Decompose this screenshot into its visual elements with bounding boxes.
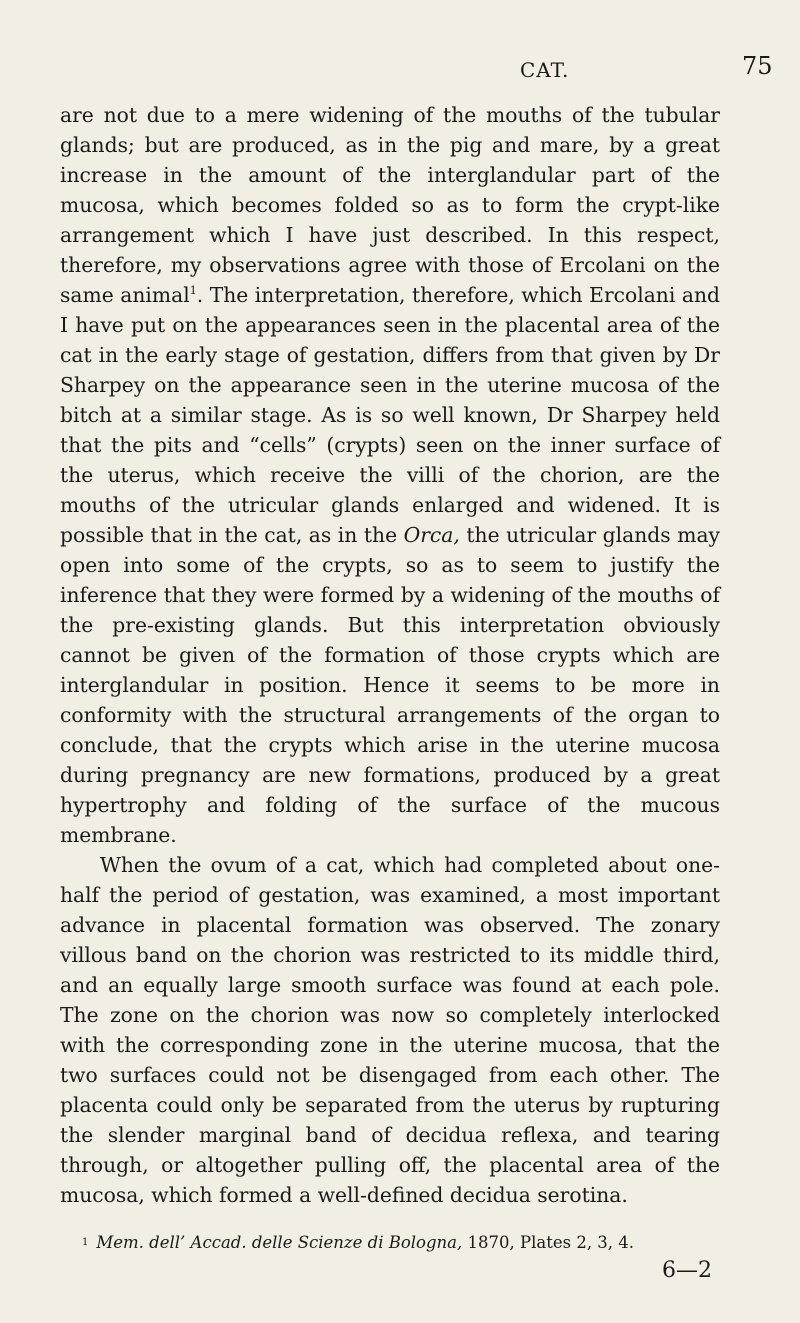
footnote-marker: 1	[82, 1237, 89, 1248]
paragraph-1	[60, 100, 720, 850]
footnote	[82, 1232, 742, 1254]
footnote-reference: 1	[189, 284, 197, 298]
body-text	[60, 100, 720, 1210]
footnote-citation-detail: 1870, Plates 2, 3, 4.	[462, 1233, 635, 1252]
printer-signature: 6—2	[662, 1258, 712, 1283]
italic-term-orca: Orca,	[403, 523, 460, 547]
footnote-citation-title: Mem. dell’ Accad. delle Scienze di Bologna,	[96, 1233, 463, 1252]
paragraph-1-text-start: are not due to a mere widening of the mouths of the tubular glands; but are produced, as in the pig and mare, by a great increase in the amount of the interglandular part of the mucosa, which becomes folded so as to form the crypt-like arrangement which I have just described. In this respect, therefore, my observations agree with those of Ercolani on the same animal	[60, 103, 720, 307]
page-number: 75	[742, 52, 773, 80]
paragraph-1-text-end: the utricular glands may open into some of the crypts, so as to seem to justify the inference that they were formed by a widening of the mouths of the pre-existing glands. But this interpretation obviously cannot be given of the formation of those crypts which are interglandular in position. Hence it seems to be more in conformity with the structural arrangements of the organ to conclude, that the crypts which arise in the uterine mucosa during pregnancy are new formations, produced by a great hypertrophy and folding of the surface of the mucous membrane.	[60, 523, 720, 847]
running-head: CAT.	[520, 58, 570, 82]
paragraph-1-text-middle: . The interpretation, therefore, which Ercolani and I have put on the appearances seen in the placental area of the cat in the early stage of gestation, differs from that given by Dr Sharpey on the appearance seen in the uterine mucosa of the bitch at a similar stage. As is so well known, Dr Sharpey held that the pits and “cells” (crypts) seen on the inner surface of the uterus, which receive the villi of the chorion, are the mouths of the utricular glands enlarged and widened. It is possible that in the cat, as in the	[60, 283, 721, 547]
paragraph-2: When the ovum of a cat, which had completed about one-half the period of gestation, was examined, a most important advance in placental formation was observed. The zonary villous band on the chorion was restricted to its middle third, and an equally large smooth surface was found at each pole. The zone on the chorion was now so completely interlocked with the corresponding zone in the uterine mucosa, that the two surfaces could not be disengaged from each other. The placenta could only be separated from the uterus by rupturing the slender marginal band of decidua reflexa, and tearing through, or altogether pulling off, the placental area of the mucosa, which formed a well-defined decidua serotina.	[60, 853, 720, 1207]
